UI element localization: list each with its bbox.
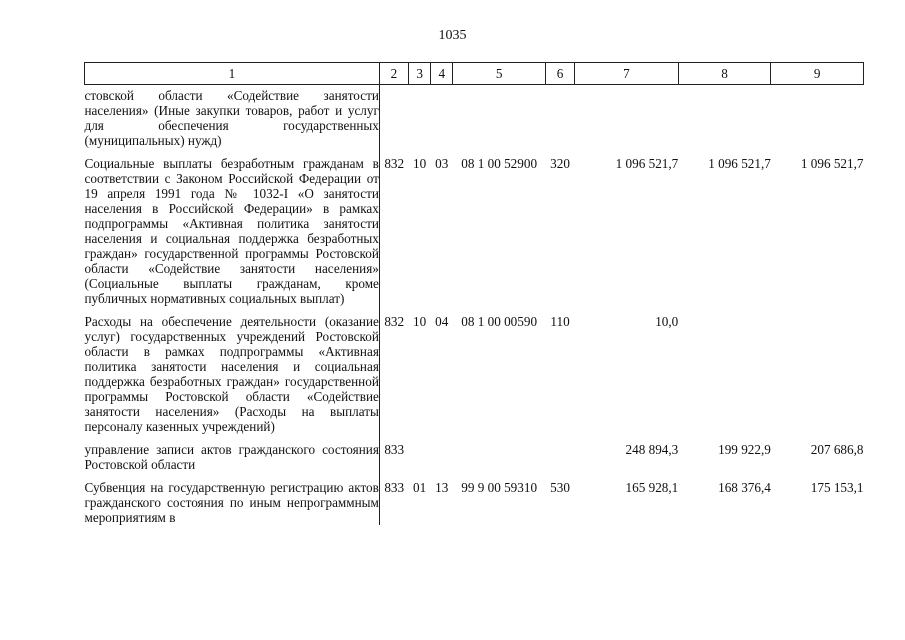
cell-ministry-code [379,85,408,149]
cell-target-article: 08 1 00 52900 [461,156,538,171]
cell-ministry-code: 832 [384,156,405,171]
row-description: стовской области «Содействие занятости населения» (Иные закупки товаров, работ и услуг для обеспечения государственных (муниципальных) нужд) [85,85,380,149]
cell-target-article: 99 9 00 59310 [461,480,538,495]
column-header: 4 [431,63,453,85]
table-row [85,472,864,525]
column-header: 3 [409,63,431,85]
cell-section: 01 [413,480,427,495]
cell-amount-year3: 207 686,8 [810,442,864,457]
cell-amount-year2: 168 376,4 [718,480,771,495]
table-row [85,85,864,149]
cell-subsection: 13 [435,480,449,495]
column-header: 9 [771,63,864,85]
column-header: 5 [453,63,546,85]
cell-amount-year3 [771,306,864,434]
cell-amount-year3: 175 153,1 [810,480,864,495]
cell-subsection: 03 [435,156,449,171]
row-description: Субвенция на государственную регистрацию актов гражданского состояния по иным непрограммным мероприятиям в [85,472,380,525]
cell-subsection: 04 [435,314,449,329]
cell-target-article: 08 1 00 00590 [461,314,538,329]
column-header: 2 [379,63,408,85]
cell-expense-type: 110 [550,314,570,329]
table-row [85,148,864,306]
cell-amount-year1: 165 928,1 [625,480,679,495]
cell-amount-year2: 1 096 521,7 [708,156,771,171]
cell-amount-year3 [771,85,864,149]
cell-expense-type [545,434,574,472]
column-header: 1 [85,63,380,85]
cell-amount-year1: 1 096 521,7 [615,156,679,171]
cell-section: 10 [413,156,427,171]
cell-target-article [453,85,546,149]
cell-target-article [453,434,546,472]
cell-section: 10 [413,314,427,329]
column-header: 6 [545,63,574,85]
cell-expense-type: 320 [550,156,570,171]
column-header: 8 [678,63,771,85]
column-header-row [85,63,864,85]
table-row [85,306,864,434]
cell-amount-year3: 1 096 521,7 [800,156,864,171]
row-description: Социальные выплаты безработным гражданам в соответствии с Законом Российской Федерации от 19 апреля 1991 года № 1032-I «О занятости населения в Российской Федерации» в рамках подпрограммы «Активная политика занятости населения и социальная поддержка безработных граждан» государственной программы Ростовской области «Содействие занятости населения» (Социальные выплаты гражданам, кроме публичных нормативных социальных выплат) [85,148,380,306]
cell-subsection [431,434,453,472]
row-description: Расходы на обеспечение деятельности (оказание услуг) государственных учреждений Ростовской области в рамках подпрограммы «Активная политика занятости населения и социальная поддержка безработных граждан» государственной программы Ростовской области «Содействие занятости населения» (Расходы на выплаты персоналу казенных учреждений) [85,306,380,434]
page-number: 1035 [438,28,467,43]
cell-subsection [431,85,453,149]
table-row [85,434,864,472]
cell-expense-type: 530 [550,480,570,495]
cell-amount-year1: 10,0 [655,314,679,329]
cell-amount-year2 [678,306,771,434]
cell-amount-year2: 199 922,9 [718,442,771,457]
cell-ministry-code: 833 [384,480,405,495]
budget-table [84,62,864,525]
cell-section [409,85,431,149]
column-header: 7 [575,63,679,85]
cell-amount-year1: 248 894,3 [625,442,679,457]
cell-expense-type [545,85,574,149]
cell-ministry-code: 832 [384,314,405,329]
cell-ministry-code: 833 [384,442,405,457]
cell-amount-year2 [678,85,771,149]
row-description: управление записи актов гражданского состояния Ростовской области [85,434,380,472]
cell-amount-year1 [575,85,679,149]
cell-section [409,434,431,472]
